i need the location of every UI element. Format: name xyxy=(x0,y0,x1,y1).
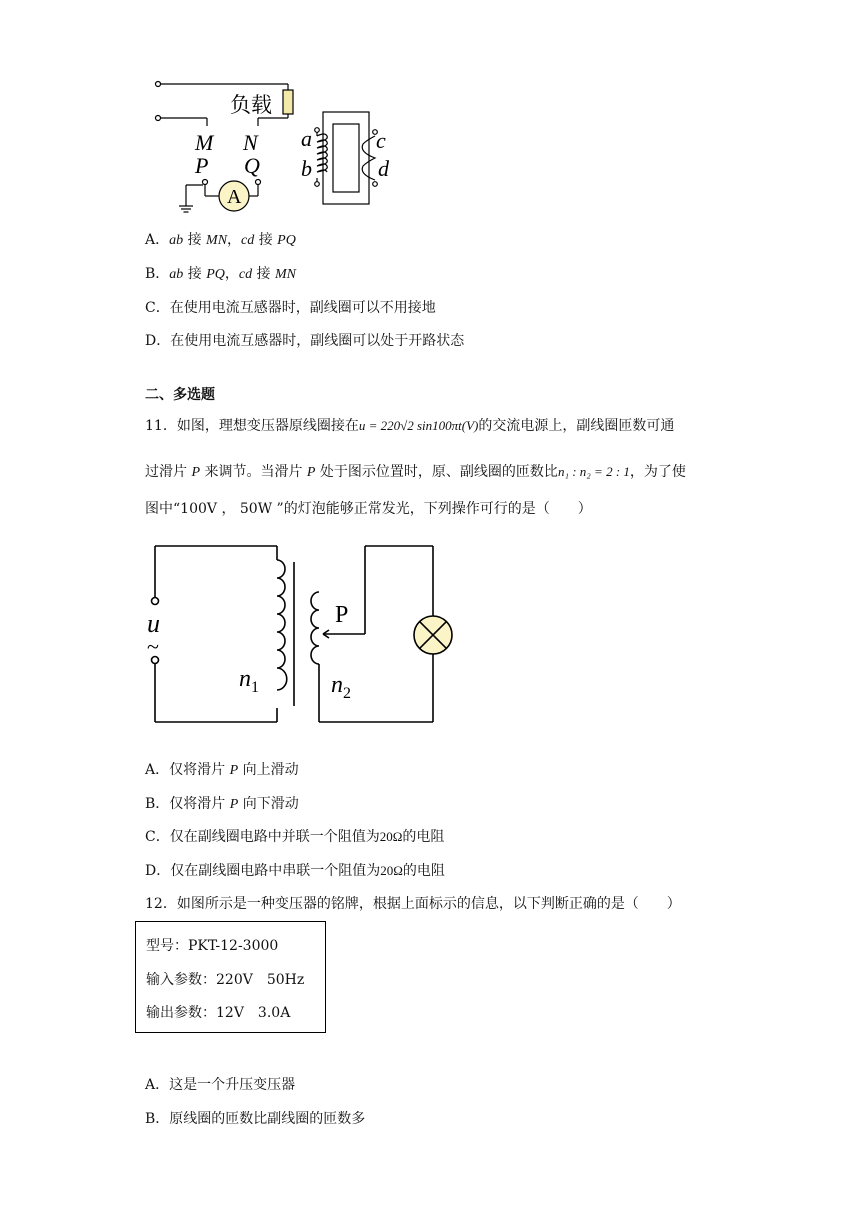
label-u: u xyxy=(147,609,160,638)
label-n2: $n_2$ xyxy=(331,672,351,702)
transformer-figure xyxy=(145,540,465,730)
option-letter: A． xyxy=(145,232,170,248)
text: 的交流电源上，副线圈匝数可通 xyxy=(478,418,675,434)
q11-option-c[interactable] xyxy=(145,827,444,847)
var: P xyxy=(229,797,239,812)
q11-stem-line1 xyxy=(145,416,674,436)
label-p-slider: P xyxy=(335,602,349,628)
text: 仅将滑片 xyxy=(169,796,230,812)
label-b: b xyxy=(301,156,312,181)
option-text: 这是一个升压变压器 xyxy=(169,1077,296,1093)
q12-option-b[interactable] xyxy=(145,1109,365,1129)
q11-stem-line3: 图中“100V ， 50W ”的灯泡能够正常发光，下列操作可行的是（ ） xyxy=(145,501,592,517)
label-m: M xyxy=(195,130,214,155)
text: 向上滑动 xyxy=(238,762,299,778)
var: PQ xyxy=(277,233,296,248)
q12-stem: 12．如图所示是一种变压器的铭牌，根据上面标示的信息，以下判断正确的是（ ） xyxy=(145,896,681,912)
label-a: a xyxy=(301,126,312,151)
q10-option-c[interactable] xyxy=(145,298,436,318)
q10-option-a[interactable] xyxy=(145,230,296,251)
nameplate-output: 输出参数：12V 3.0A xyxy=(146,1005,291,1021)
option-letter: D． xyxy=(145,863,171,879)
var: ab xyxy=(169,233,184,248)
option-text: 原线圈的匝数比副线圈的匝数多 xyxy=(169,1111,366,1127)
q11-option-d[interactable] xyxy=(145,861,445,881)
q10-option-d[interactable] xyxy=(145,331,464,351)
nameplate-input: 输入参数：220V 50Hz xyxy=(146,972,305,988)
label-tilde: ~ xyxy=(147,634,159,659)
text: 接 xyxy=(183,266,207,282)
var: cd xyxy=(238,267,253,282)
var: P xyxy=(306,465,316,480)
current-transformer-figure xyxy=(145,72,405,217)
option-letter: B． xyxy=(145,1111,170,1127)
text: 仅在副线圈电路中并联一个阻值为 xyxy=(169,829,380,845)
option-letter: A． xyxy=(145,1077,170,1093)
option-text: 在使用电流互感器时，副线圈可以处于开路状态 xyxy=(170,333,465,349)
nameplate-model: 型号：PKT-12-3000 xyxy=(146,938,279,954)
label-n1: $n_1$ xyxy=(239,666,259,696)
text: 仅将滑片 xyxy=(169,762,230,778)
option-letter: B． xyxy=(145,796,170,812)
value: 20Ω xyxy=(379,829,403,844)
var: MN xyxy=(206,233,228,248)
option-letter: D． xyxy=(145,333,171,349)
text: 接 xyxy=(183,232,207,248)
var: MN xyxy=(275,267,296,282)
q10-option-b[interactable] xyxy=(145,264,296,285)
option-letter: A． xyxy=(145,762,170,778)
option-text: 在使用电流互感器时，副线圈可以不用接地 xyxy=(169,300,436,316)
option-letter: C． xyxy=(145,300,170,316)
text: 的电阻 xyxy=(402,863,445,879)
text: 向下滑动 xyxy=(238,796,299,812)
q11-stem-line2 xyxy=(145,462,686,483)
var: ab xyxy=(169,267,184,282)
formula: u = 220√2 sin100πt(V) xyxy=(358,418,479,433)
text: ， xyxy=(224,266,239,282)
ratio: n₁ : n₂ = 2 : 1 xyxy=(557,464,630,479)
option-letter: C． xyxy=(145,829,170,845)
text: 接 xyxy=(252,266,275,282)
q11-option-b[interactable] xyxy=(145,794,299,815)
value: 20Ω xyxy=(380,863,403,878)
var: P xyxy=(191,465,201,480)
label-d: d xyxy=(378,156,389,181)
transformer-nameplate xyxy=(135,921,326,1033)
label-c: c xyxy=(376,128,386,153)
text: ，为了使 xyxy=(629,464,686,480)
ammeter-label: A xyxy=(227,186,242,208)
var: PQ xyxy=(206,267,225,282)
text: 的电阻 xyxy=(402,829,445,845)
option-letter: B． xyxy=(145,266,170,282)
text: 仅在副线圈电路中串联一个阻值为 xyxy=(170,863,381,879)
text: 来调节。当滑片 xyxy=(200,464,307,480)
label-q: Q xyxy=(244,153,260,178)
q11-option-a[interactable] xyxy=(145,760,299,781)
var: cd xyxy=(241,233,255,248)
text: 接 xyxy=(254,232,278,248)
text: 过滑片 xyxy=(145,464,192,480)
text: ， xyxy=(227,232,242,248)
load-label: 负载 xyxy=(230,93,272,117)
label-n: N xyxy=(243,130,258,155)
text: 处于图示位置时，原、副线圈的匝数比 xyxy=(315,464,558,480)
var: P xyxy=(229,763,239,778)
label-p: P xyxy=(195,153,209,178)
q12-option-a[interactable] xyxy=(145,1075,295,1095)
section-title: 二、多选题 xyxy=(145,387,215,403)
text: 11．如图，理想变压器原线圈接在 xyxy=(145,418,359,434)
